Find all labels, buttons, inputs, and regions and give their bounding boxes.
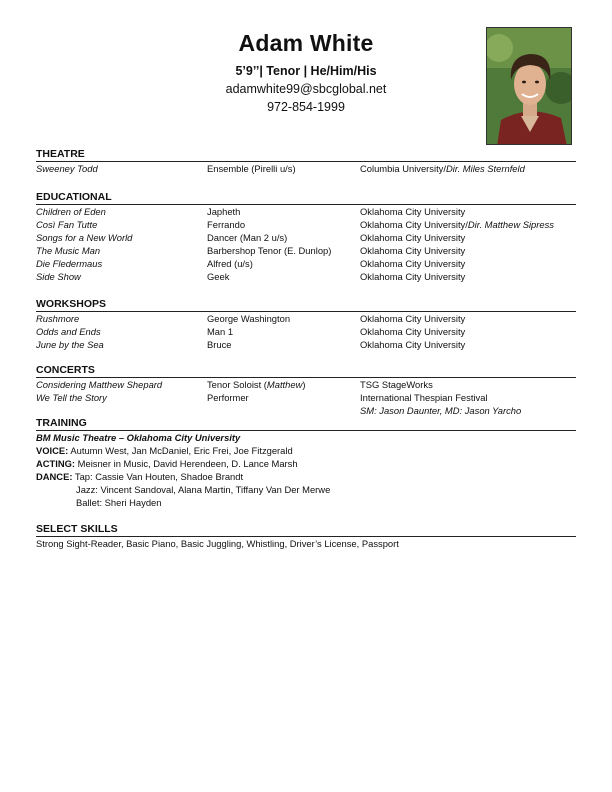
theatre-section xyxy=(36,148,576,175)
role: Man 1 xyxy=(207,326,234,337)
show-title: Rushmore xyxy=(36,313,80,324)
role: George Washington xyxy=(207,313,291,324)
training-section xyxy=(36,417,576,509)
credit-row xyxy=(36,162,576,175)
dance-training: DANCE: Tap: Cassie Van Houten, Shadoe Brandt xyxy=(36,471,244,482)
credit-row xyxy=(36,218,576,231)
show-title: Side Show xyxy=(36,271,81,282)
credit-row xyxy=(36,312,576,325)
section-heading: THEATRE xyxy=(36,148,576,162)
venue: Oklahoma City University xyxy=(360,271,466,282)
degree: BM Music Theatre – Oklahoma City University xyxy=(36,432,241,443)
show-title: Così Fan Tutte xyxy=(36,219,98,230)
role: Alfred (u/s) xyxy=(207,258,253,269)
role: Dancer (Man 2 u/s) xyxy=(207,232,288,243)
venue: Oklahoma City University xyxy=(360,232,466,243)
role: Bruce xyxy=(207,339,232,350)
show-title: We Tell the Story xyxy=(36,392,107,403)
concerts-section xyxy=(36,364,576,417)
role: Ferrando xyxy=(207,219,246,230)
credit-row xyxy=(36,338,576,351)
show-title: The Music Man xyxy=(36,245,101,256)
voice-training: VOICE: Autumn West, Jan McDaniel, Eric Frei, Joe Fitzgerald xyxy=(36,445,293,456)
acting-training: ACTING: Meisner in Music, David Herendeen, D. Lance Marsh xyxy=(36,458,298,469)
credit-row xyxy=(36,378,576,391)
credit-row xyxy=(36,257,576,270)
section-heading: TRAINING xyxy=(36,417,576,431)
staff-credit: SM: Jason Daunter, MD: Jason Yarcho xyxy=(360,405,522,416)
credit-row xyxy=(36,391,576,404)
credit-row xyxy=(36,205,576,218)
venue: Oklahoma City University/Dir. Matthew Sipress xyxy=(360,219,554,230)
credit-row xyxy=(36,231,576,244)
jazz-training: Jazz: Vincent Sandoval, Alana Martin, Tiffany Van Der Merwe xyxy=(76,484,331,495)
actor-name: Adam White xyxy=(238,30,374,56)
section-heading: SELECT SKILLS xyxy=(36,523,576,537)
show-title: Considering Matthew Shepard xyxy=(36,379,163,390)
venue: Oklahoma City University xyxy=(360,339,466,350)
show-title: Children of Eden xyxy=(36,206,106,217)
venue: TSG StageWorks xyxy=(360,379,433,390)
actor-stats: 5’9’’| Tenor | He/Him/His xyxy=(235,64,377,78)
show-title: June by the Sea xyxy=(36,339,104,350)
director: Dir. Miles Sternfeld xyxy=(445,163,525,174)
show-title: Sweeney Todd xyxy=(36,163,98,174)
venue: Oklahoma City University xyxy=(360,313,466,324)
ballet-training: Ballet: Sheri Hayden xyxy=(76,497,162,508)
role: Barbershop Tenor (E. Dunlop) xyxy=(207,245,332,256)
venue: Oklahoma City University xyxy=(360,245,466,256)
credit-row xyxy=(36,244,576,257)
actor-email: adamwhite99@sbcglobal.net xyxy=(225,82,387,96)
venue: Oklahoma City University xyxy=(360,326,466,337)
credit-row xyxy=(36,325,576,338)
venue: Oklahoma City University xyxy=(360,258,466,269)
show-title: Songs for a New World xyxy=(36,232,133,243)
section-heading: EDUCATIONAL xyxy=(36,191,576,205)
role: Performer xyxy=(207,392,249,403)
role: Tenor Soloist (Matthew) xyxy=(207,379,306,390)
headshot-image xyxy=(487,28,572,145)
section-heading: CONCERTS xyxy=(36,364,576,378)
role: Japheth xyxy=(207,206,241,217)
show-title: Die Fledermaus xyxy=(36,258,103,269)
educational-section xyxy=(36,191,576,283)
role: Geek xyxy=(207,271,230,282)
skills-list: Strong Sight-Reader, Basic Piano, Basic Juggling, Whistling, Driver’s License, Passport xyxy=(36,538,399,549)
headshot-photo xyxy=(486,27,572,145)
credit-row xyxy=(36,270,576,283)
venue: International Thespian Festival xyxy=(360,392,488,403)
workshops-section xyxy=(36,298,576,351)
section-heading: WORKSHOPS xyxy=(36,298,576,312)
show-title: Odds and Ends xyxy=(36,326,101,337)
actor-phone: 972-854-1999 xyxy=(267,100,345,114)
skills-section xyxy=(36,523,576,550)
role: Ensemble (Pirelli u/s) xyxy=(207,163,296,174)
credit-row-extra xyxy=(36,404,576,417)
venue: Columbia University/Dir. Miles Sternfeld xyxy=(360,163,525,174)
venue: Oklahoma City University xyxy=(360,206,466,217)
director: Dir. Matthew Sipress xyxy=(467,219,554,230)
